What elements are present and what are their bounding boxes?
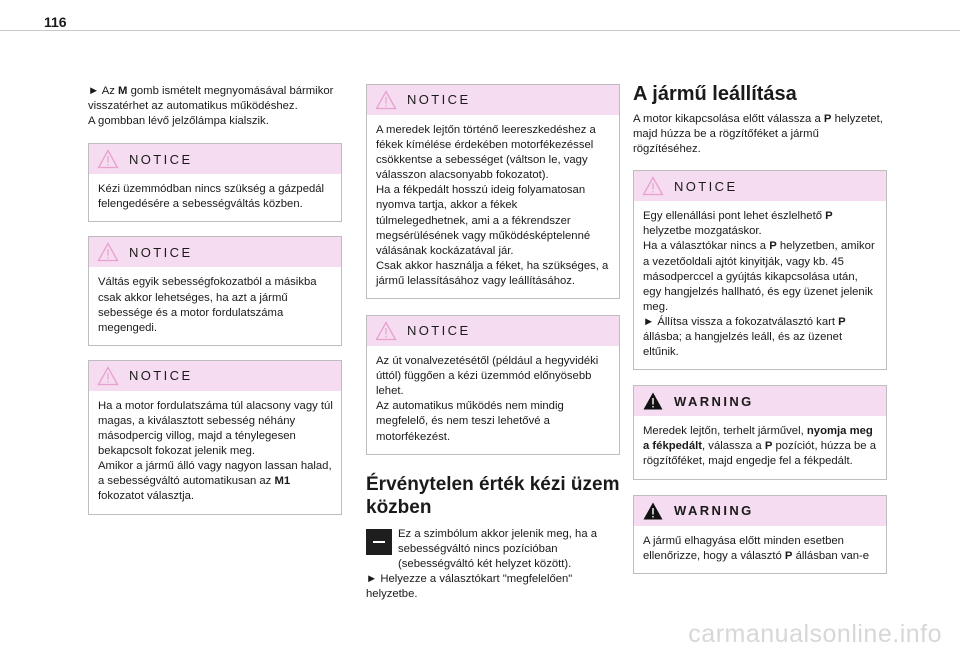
section-heading-stop-vehicle: A jármű leállítása (633, 83, 797, 105)
warning-triangle-outline-icon (375, 90, 397, 110)
warning-text: , válassza a (702, 440, 765, 453)
column-3 (633, 84, 887, 574)
notice-text: Csak akkor használja a féket, ha szükséges, a jármű lelassításához vagy leállításához. (376, 259, 609, 287)
warning-triangle-outline-icon (97, 242, 119, 262)
notice-title: NOTICE (407, 323, 471, 339)
notice-title: NOTICE (129, 368, 193, 384)
warning-header (634, 496, 886, 526)
notice-box (88, 143, 342, 222)
notice-text: állásba; a hangjelzés leáll, és az üzenet eltűnik. (643, 331, 843, 359)
notice-text: helyzetbe mozgatáskor. (643, 225, 762, 238)
notice-body (367, 115, 619, 298)
notice-header (367, 85, 619, 115)
intro-paragraph (88, 84, 342, 129)
warning-text: Meredek lejtőn, terhelt járművel, (643, 425, 807, 438)
symbol-description (366, 529, 620, 572)
notice-header (89, 237, 341, 267)
warning-triangle-outline-icon (642, 176, 664, 196)
intro-text-c: A gombban lévő jelzőlámpa kialszik. (88, 115, 269, 128)
notice-body (367, 346, 619, 454)
warning-triangle-filled-icon (642, 391, 664, 411)
notice-title: NOTICE (129, 151, 193, 167)
notice-body: Váltás egyik sebességfokozatból a másikba csak akkor lehetséges, ha azt a jármű sebessége és a motor fordulatszáma megengedi. (98, 276, 317, 334)
notice-text: Ha a fékpedált hosszú ideig folyamatosan nyomva tartja, akkor a fékek túlmelegedhetnek, ami a a fékrendszer megsérülésének vagy működésképtelenné válásának kockázatával jár. (376, 184, 591, 257)
warning-body (634, 416, 886, 478)
warning-text: állásban van-e (792, 549, 870, 562)
section-heading-invalid-value (366, 473, 620, 519)
notice-body (634, 201, 886, 369)
notice-header (89, 144, 341, 174)
notice-box (366, 315, 620, 455)
notice-text: Ha a választókar nincs a (643, 240, 770, 253)
warning-box (633, 385, 887, 479)
notice-body: Kézi üzemmódban nincs szükség a gázpedál felengedésére a sebességváltás közben. (98, 183, 325, 211)
intro-text: helyzetet, majd húzza be a rögzítőféket a jármű rögzítéséhez. (633, 113, 883, 156)
section-heading-line: Érvénytelen érték kézi üzem (366, 473, 620, 495)
warning-triangle-filled-icon (642, 501, 664, 521)
notice-text: Amikor a jármű álló vagy nagyon lassan halad, a sebességváltó automatikusan az (98, 460, 332, 488)
notice-header (89, 361, 341, 391)
notice-body (89, 391, 341, 514)
warning-title: WARNING (674, 502, 754, 518)
section-heading-line: közben (366, 496, 432, 518)
notice-box (366, 84, 620, 299)
notice-title: NOTICE (674, 178, 738, 194)
notice-header (367, 316, 619, 346)
column-1 (88, 84, 342, 515)
notice-box (633, 170, 887, 370)
gear-p-label: P (784, 549, 793, 562)
watermark: carmanualsonline.info (688, 620, 942, 648)
gear-p-label: P (769, 240, 777, 253)
header-divider (0, 30, 960, 31)
warning-title: WARNING (674, 393, 754, 409)
warning-triangle-outline-icon (97, 149, 119, 169)
warning-box (633, 495, 887, 574)
gear-p-label: P (823, 113, 832, 125)
warning-triangle-outline-icon (97, 366, 119, 386)
gear-p-label: P (764, 440, 773, 453)
intro-text-b: gomb ismételt megnyomásával bármikor visszatérhet az automatikus működéshez. (88, 85, 334, 113)
notice-text: Egy ellenállási pont lehet észlelhető (643, 210, 826, 223)
notice-box (88, 360, 342, 515)
notice-text: A meredek lejtőn történő leereszkedéshez a fékek kímélése érdekében motorfékezéssel csökkentse a sebességet (váltson le, vagy válasszon alacsonyabb fokozatot). (376, 124, 596, 182)
warning-header (634, 386, 886, 416)
notice-text: Az út vonalvezetésétől (például a hegyvidéki úttól) függően a kézi üzemmód előnyösebb lehet. (376, 355, 599, 398)
gear-p-label: P (838, 315, 846, 328)
notice-text: Ha a motor fordulatszáma túl alacsony vagy túl magas, a kiválasztott sebesség néhány másodpercig villog, majd a ténylegesen bekapcsolt fokozat jelenik meg. (98, 399, 333, 458)
stop-intro (633, 112, 887, 157)
symbol-text: Ez a szimbólum akkor jelenik meg, ha a sebességváltó nincs pozícióban (sebességváltó két helyzet között). (398, 527, 598, 570)
notice-text: fokozatot választja. (98, 490, 195, 503)
gear-p-label: P (825, 210, 833, 223)
notice-title: NOTICE (407, 92, 471, 108)
notice-header (634, 171, 886, 201)
notice-text: helyzetben, amikor a vezetőoldali ajtót kinyitják, vagy kb. 45 másodperccel a gyújtás kikapcsolása után, egy hangjelzés hallható, és egy üzenet jelenik meg. (643, 240, 875, 313)
instruction-text: ► Helyezze a választókart "megfelelően" helyzetbe. (366, 572, 573, 600)
notice-box (88, 236, 342, 345)
invalid-gear-symbol-icon (366, 529, 392, 555)
gear-m1-label: M1 (274, 475, 291, 488)
page-number: 116 (44, 14, 67, 30)
notice-text: ► Állítsa vissza a fokozatválasztó kart (643, 315, 839, 328)
notice-title: NOTICE (129, 244, 193, 260)
intro-key-m: M (118, 85, 128, 97)
warning-text: A jármű elhagyása előtt minden esetben ellenőrizze, hogy a választó (643, 534, 844, 562)
warning-emphasis: nyomja meg a fékpedált (643, 425, 873, 453)
warning-text: pozíciót, húzza be a rögzítőféket, majd engedje fel a fékpedált. (643, 440, 876, 468)
intro-text: A motor kikapcsolása előtt válassza a (633, 113, 824, 125)
column-2 (366, 84, 620, 602)
intro-text-a: ► Az (88, 85, 119, 97)
warning-body (634, 526, 886, 573)
notice-text: Az automatikus működés nem mindig megfelelő, és nem teszi lehetővé a motorfékezést. (376, 400, 564, 443)
warning-triangle-outline-icon (375, 321, 397, 341)
